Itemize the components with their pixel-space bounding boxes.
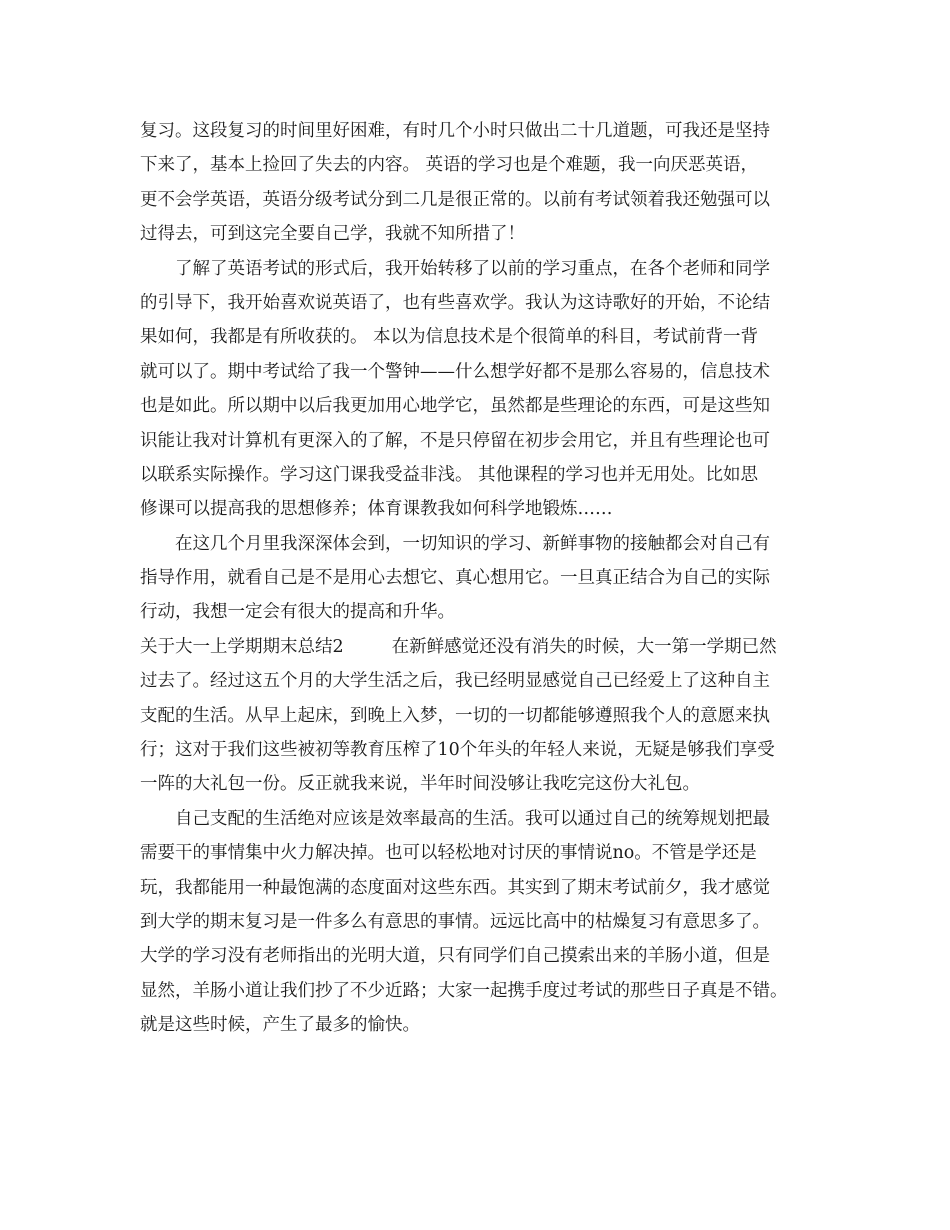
text-line: 果如何，我都是有所收获的。 本以为信息技术是个很简单的科目，考试前背一背: [140, 327, 759, 348]
section-heading: 关于大一上学期期末总结2: [140, 636, 344, 657]
text-line: 以联系实际操作。学习这门课我受益非浅。 其他课程的学习也并无用处。比如思: [140, 464, 759, 485]
text-line: 在这几个月里我深深体会到，一切知识的学习、新鲜事物的接触都会对自己有: [175, 533, 770, 554]
text-line: 大学的学习没有老师指出的光明大道，只有同学们自己摸索出来的羊肠小道，但是: [140, 946, 770, 967]
text-line: 修课可以提高我的思想修养；体育课教我如何科学地锻炼……: [140, 499, 613, 520]
text-line: 行动，我想一定会有很大的提高和升华。: [140, 602, 455, 623]
text-line: 一阵的大礼包一份。反正就我来说，半年时间没够让我吃完这份大礼包。: [140, 774, 700, 795]
text-line: 就可以了。期中考试给了我一个警钟——什么想学好都不是那么容易的，信息技术: [140, 361, 770, 382]
text-line: 过得去，可到这完全要自己学，我就不知所措了！: [140, 224, 525, 245]
text-line: 到大学的期末复习是一件多么有意思的事情。远远比高中的枯燥复习有意思多了。: [140, 911, 770, 932]
text-line: 更不会学英语，英语分级考试分到二几是很正常的。以前有考试领着我还勉强可以: [140, 189, 770, 210]
text-line: 自己支配的生活绝对应该是效率最高的生活。我可以通过自己的统筹规划把最: [175, 808, 770, 829]
text-line: 识能让我对计算机有更深入的了解，不是只停留在初步会用它，并且有些理论也可: [140, 430, 770, 451]
text-line: 指导作用，就看自己是不是用心去想它、真心想用它。一旦真正结合为自己的实际: [140, 568, 770, 589]
text-line: 的引导下，我开始喜欢说英语了，也有些喜欢学。我认为这诗歌好的开始，不论结: [140, 292, 770, 313]
text-line: 显然，羊肠小道让我们抄了不少近路；大家一起携手度过考试的那些日子真是不错。: [140, 980, 788, 1001]
text-line: 玩，我都能用一种最饱满的态度面对这些东西。其实到了期末考试前夕，我才感觉: [140, 877, 770, 898]
text-line: 了解了英语考试的形式后，我开始转移了以前的学习重点，在各个老师和同学: [175, 258, 770, 279]
section-heading-continuation: 在新鲜感觉还没有消失的时候，大一第一学期已然: [391, 636, 777, 657]
text-line: 就是这些时候，产生了最多的愉快。: [140, 1015, 420, 1036]
document-body: [140, 114, 812, 1043]
text-line: 也是如此。所以期中以后我更加用心地学它，虽然都是些理论的东西，可是这些知: [140, 396, 770, 417]
text-line: 行；这对于我们这些被初等教育压榨了10个年头的年轻人来说，无疑是够我们享受: [140, 740, 775, 761]
text-line: 下来了，基本上捡回了失去的内容。 英语的学习也是个难题，我一向厌恶英语，: [140, 155, 759, 176]
section-heading-line: [140, 630, 812, 664]
text-line: 需要干的事情集中火力解决掉。也可以轻松地对讨厌的事情说no。不管是学还是: [140, 843, 757, 864]
text-line: 过去了。经过这五个月的大学生活之后，我已经明显感觉自己已经爱上了这种自主: [140, 671, 770, 692]
text-line: 复习。这段复习的时间里好困难，有时几个小时只做出二十几道题，可我还是坚持: [140, 121, 770, 141]
text-line: 支配的生活。从早上起床，到晚上入梦，一切的一切都能够遵照我个人的意愿来执: [140, 705, 770, 726]
